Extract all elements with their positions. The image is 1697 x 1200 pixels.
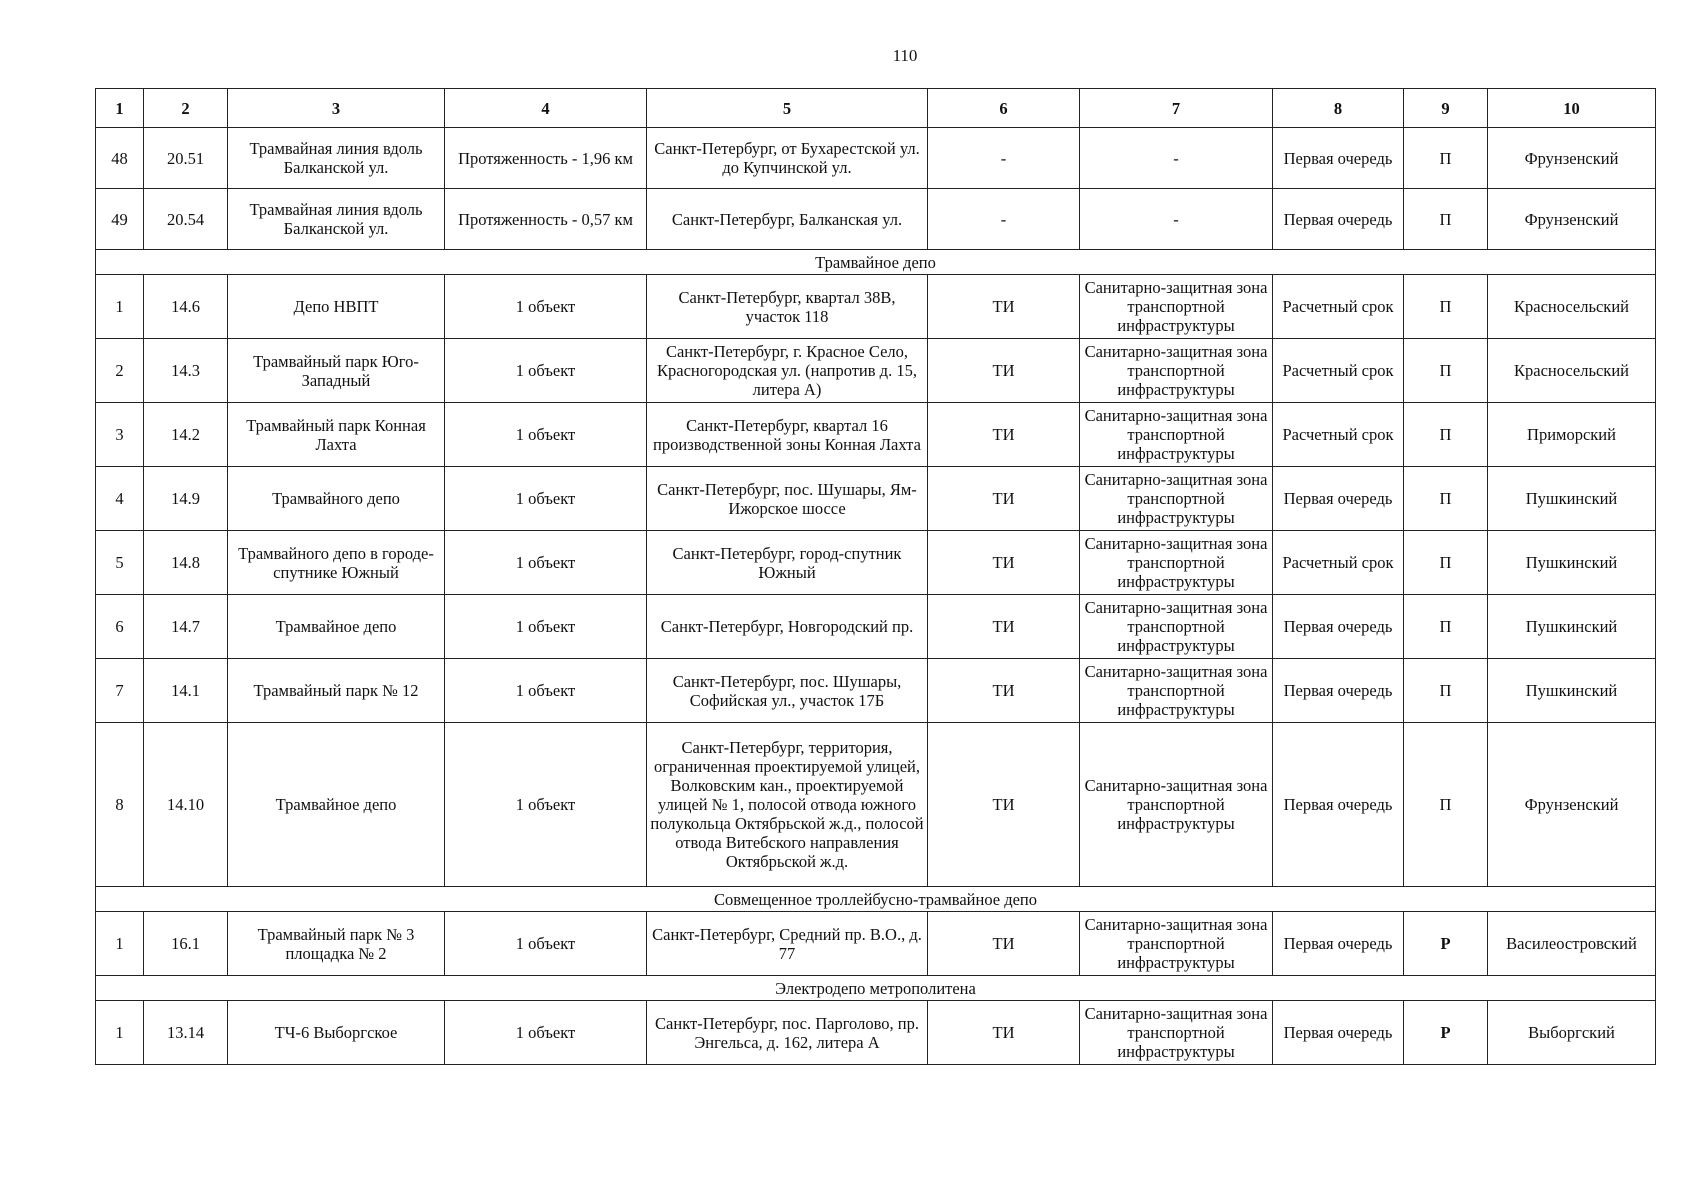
cell-zone-type: ТИ — [928, 275, 1080, 339]
cell-zone: Санитарно-защитная зона транспортной инфраструктуры — [1080, 467, 1273, 531]
cell-location: Санкт-Петербург, квартал 38В, участок 118 — [647, 275, 928, 339]
cell-capacity: 1 объект — [445, 339, 647, 403]
cell-capacity: 1 объект — [445, 912, 647, 976]
cell-code: 14.1 — [144, 659, 228, 723]
cell-district: Фрунзенский — [1488, 723, 1656, 887]
cell-number: 4 — [96, 467, 144, 531]
cell-stage: Первая очередь — [1273, 128, 1404, 189]
cell-zone: Санитарно-защитная зона транспортной инфраструктуры — [1080, 1001, 1273, 1065]
cell-status: П — [1404, 275, 1488, 339]
section-title-metro-depot: Электродепо метрополитена — [96, 976, 1656, 1001]
cell-capacity: Протяженность - 0,57 км — [445, 189, 647, 250]
cell-location: Санкт-Петербург, город-спутник Южный — [647, 531, 928, 595]
cell-code: 20.54 — [144, 189, 228, 250]
cell-zone: Санитарно-защитная зона транспортной инфраструктуры — [1080, 912, 1273, 976]
cell-zone-type: ТИ — [928, 723, 1080, 887]
cell-number: 5 — [96, 531, 144, 595]
cell-district: Выборгский — [1488, 1001, 1656, 1065]
cell-location: Санкт-Петербург, квартал 16 производственной зоны Конная Лахта — [647, 403, 928, 467]
cell-stage: Первая очередь — [1273, 189, 1404, 250]
cell-capacity: 1 объект — [445, 723, 647, 887]
cell-zone-type: - — [928, 189, 1080, 250]
table-row — [96, 912, 1656, 976]
page-number: 110 — [892, 46, 918, 65]
cell-stage: Расчетный срок — [1273, 339, 1404, 403]
cell-number: 1 — [96, 912, 144, 976]
cell-status: П — [1404, 723, 1488, 887]
table-row — [96, 531, 1656, 595]
cell-capacity: 1 объект — [445, 1001, 647, 1065]
cell-number: 48 — [96, 128, 144, 189]
cell-district: Красносельский — [1488, 275, 1656, 339]
cell-code: 14.7 — [144, 595, 228, 659]
cell-status: П — [1404, 467, 1488, 531]
cell-district: Красносельский — [1488, 339, 1656, 403]
cell-stage: Первая очередь — [1273, 467, 1404, 531]
table-row — [96, 275, 1656, 339]
cell-status: П — [1404, 531, 1488, 595]
cell-code: 20.51 — [144, 128, 228, 189]
header-cell: 1 — [96, 89, 144, 128]
cell-zone: Санитарно-защитная зона транспортной инфраструктуры — [1080, 531, 1273, 595]
cell-status: П — [1404, 339, 1488, 403]
cell-capacity: 1 объект — [445, 275, 647, 339]
cell-zone: Санитарно-защитная зона транспортной инфраструктуры — [1080, 403, 1273, 467]
cell-code: 14.8 — [144, 531, 228, 595]
table-row — [96, 467, 1656, 531]
cell-stage: Расчетный срок — [1273, 531, 1404, 595]
cell-stage: Первая очередь — [1273, 912, 1404, 976]
cell-status: П — [1404, 659, 1488, 723]
cell-name: Трамвайное депо — [228, 595, 445, 659]
cell-code: 14.6 — [144, 275, 228, 339]
cell-location: Санкт-Петербург, Балканская ул. — [647, 189, 928, 250]
header-cell: 2 — [144, 89, 228, 128]
cell-code: 16.1 — [144, 912, 228, 976]
header-cell: 8 — [1273, 89, 1404, 128]
header-cell: 10 — [1488, 89, 1656, 128]
cell-number: 3 — [96, 403, 144, 467]
cell-stage: Расчетный срок — [1273, 275, 1404, 339]
cell-location: Санкт-Петербург, пос. Шушары, Софийская ул., участок 17Б — [647, 659, 928, 723]
table-row — [96, 403, 1656, 467]
cell-zone-type: ТИ — [928, 912, 1080, 976]
cell-name: Трамвайный парк Юго-Западный — [228, 339, 445, 403]
cell-name: Трамвайный парк № 3 площадка № 2 — [228, 912, 445, 976]
cell-location: Санкт-Петербург, г. Красное Село, Красногородская ул. (напротив д. 15, литера А) — [647, 339, 928, 403]
table-row — [96, 339, 1656, 403]
table-row — [96, 595, 1656, 659]
table-row — [96, 659, 1656, 723]
cell-status: Р — [1404, 912, 1488, 976]
cell-stage: Первая очередь — [1273, 723, 1404, 887]
cell-zone: - — [1080, 189, 1273, 250]
cell-code: 14.9 — [144, 467, 228, 531]
cell-district: Пушкинский — [1488, 467, 1656, 531]
cell-capacity: 1 объект — [445, 595, 647, 659]
cell-name: Депо НВПТ — [228, 275, 445, 339]
cell-name: Трамвайный парк № 12 — [228, 659, 445, 723]
cell-location: Санкт-Петербург, Средний пр. В.О., д. 77 — [647, 912, 928, 976]
cell-zone-type: ТИ — [928, 1001, 1080, 1065]
cell-zone-type: - — [928, 128, 1080, 189]
cell-status: П — [1404, 189, 1488, 250]
cell-number: 6 — [96, 595, 144, 659]
cell-zone: Санитарно-защитная зона транспортной инфраструктуры — [1080, 723, 1273, 887]
cell-capacity: 1 объект — [445, 659, 647, 723]
header-cell: 6 — [928, 89, 1080, 128]
cell-location: Санкт-Петербург, пос. Шушары, Ям-Ижорское шоссе — [647, 467, 928, 531]
cell-zone-type: ТИ — [928, 339, 1080, 403]
cell-zone-type: ТИ — [928, 531, 1080, 595]
table-row — [96, 189, 1656, 250]
section-title-combined-depot: Совмещенное троллейбусно-трамвайное депо — [96, 887, 1656, 912]
cell-district: Пушкинский — [1488, 659, 1656, 723]
cell-stage: Расчетный срок — [1273, 403, 1404, 467]
table-row — [96, 723, 1656, 887]
header-cell: 7 — [1080, 89, 1273, 128]
cell-capacity: 1 объект — [445, 531, 647, 595]
header-cell: 5 — [647, 89, 928, 128]
cell-name: Трамвайная линия вдоль Балканской ул. — [228, 189, 445, 250]
cell-zone: Санитарно-защитная зона транспортной инфраструктуры — [1080, 275, 1273, 339]
cell-number: 7 — [96, 659, 144, 723]
cell-location: Санкт-Петербург, Новгородский пр. — [647, 595, 928, 659]
cell-name: Трамвайное депо — [228, 723, 445, 887]
cell-number: 2 — [96, 339, 144, 403]
registry-table — [95, 88, 1656, 1065]
cell-location: Санкт-Петербург, от Бухарестской ул. до Купчинской ул. — [647, 128, 928, 189]
cell-code: 14.10 — [144, 723, 228, 887]
cell-district: Пушкинский — [1488, 531, 1656, 595]
cell-status: Р — [1404, 1001, 1488, 1065]
cell-location: Санкт-Петербург, территория, ограниченная проектируемой улицей, Волковским кан., проектируемой улицей № 1, полосой отвода южного полукольца Октябрьской ж.д., полосой отвода Витебского направления Октябрьской ж.д. — [647, 723, 928, 887]
cell-zone-type: ТИ — [928, 595, 1080, 659]
cell-district: Приморский — [1488, 403, 1656, 467]
cell-zone: Санитарно-защитная зона транспортной инфраструктуры — [1080, 595, 1273, 659]
cell-zone-type: ТИ — [928, 403, 1080, 467]
cell-number: 1 — [96, 1001, 144, 1065]
cell-name: Трамвайного депо в городе-спутнике Южный — [228, 531, 445, 595]
cell-name: ТЧ-6 Выборгское — [228, 1001, 445, 1065]
cell-name: Трамвайная линия вдоль Балканской ул. — [228, 128, 445, 189]
header-cell: 4 — [445, 89, 647, 128]
cell-zone: Санитарно-защитная зона транспортной инфраструктуры — [1080, 659, 1273, 723]
cell-capacity: 1 объект — [445, 467, 647, 531]
table-row — [96, 1001, 1656, 1065]
cell-status: П — [1404, 128, 1488, 189]
cell-capacity: 1 объект — [445, 403, 647, 467]
cell-name: Трамвайный парк Конная Лахта — [228, 403, 445, 467]
cell-status: П — [1404, 403, 1488, 467]
cell-location: Санкт-Петербург, пос. Парголово, пр. Энгельса, д. 162, литера А — [647, 1001, 928, 1065]
cell-status: П — [1404, 595, 1488, 659]
section-row — [96, 887, 1656, 912]
cell-district: Фрунзенский — [1488, 128, 1656, 189]
cell-zone: Санитарно-защитная зона транспортной инфраструктуры — [1080, 339, 1273, 403]
header-cell: 3 — [228, 89, 445, 128]
cell-code: 13.14 — [144, 1001, 228, 1065]
header-row — [96, 89, 1656, 128]
cell-zone: - — [1080, 128, 1273, 189]
table-row — [96, 128, 1656, 189]
section-title-tram-depot: Трамвайное депо — [96, 250, 1656, 275]
header-cell: 9 — [1404, 89, 1488, 128]
cell-stage: Первая очередь — [1273, 659, 1404, 723]
cell-zone-type: ТИ — [928, 467, 1080, 531]
cell-stage: Первая очередь — [1273, 595, 1404, 659]
cell-number: 49 — [96, 189, 144, 250]
cell-district: Фрунзенский — [1488, 189, 1656, 250]
section-row — [96, 250, 1656, 275]
cell-stage: Первая очередь — [1273, 1001, 1404, 1065]
cell-number: 8 — [96, 723, 144, 887]
cell-number: 1 — [96, 275, 144, 339]
cell-name: Трамвайного депо — [228, 467, 445, 531]
cell-zone-type: ТИ — [928, 659, 1080, 723]
cell-code: 14.3 — [144, 339, 228, 403]
cell-district: Пушкинский — [1488, 595, 1656, 659]
section-row — [96, 976, 1656, 1001]
cell-capacity: Протяженность - 1,96 км — [445, 128, 647, 189]
cell-code: 14.2 — [144, 403, 228, 467]
cell-district: Василеостровский — [1488, 912, 1656, 976]
